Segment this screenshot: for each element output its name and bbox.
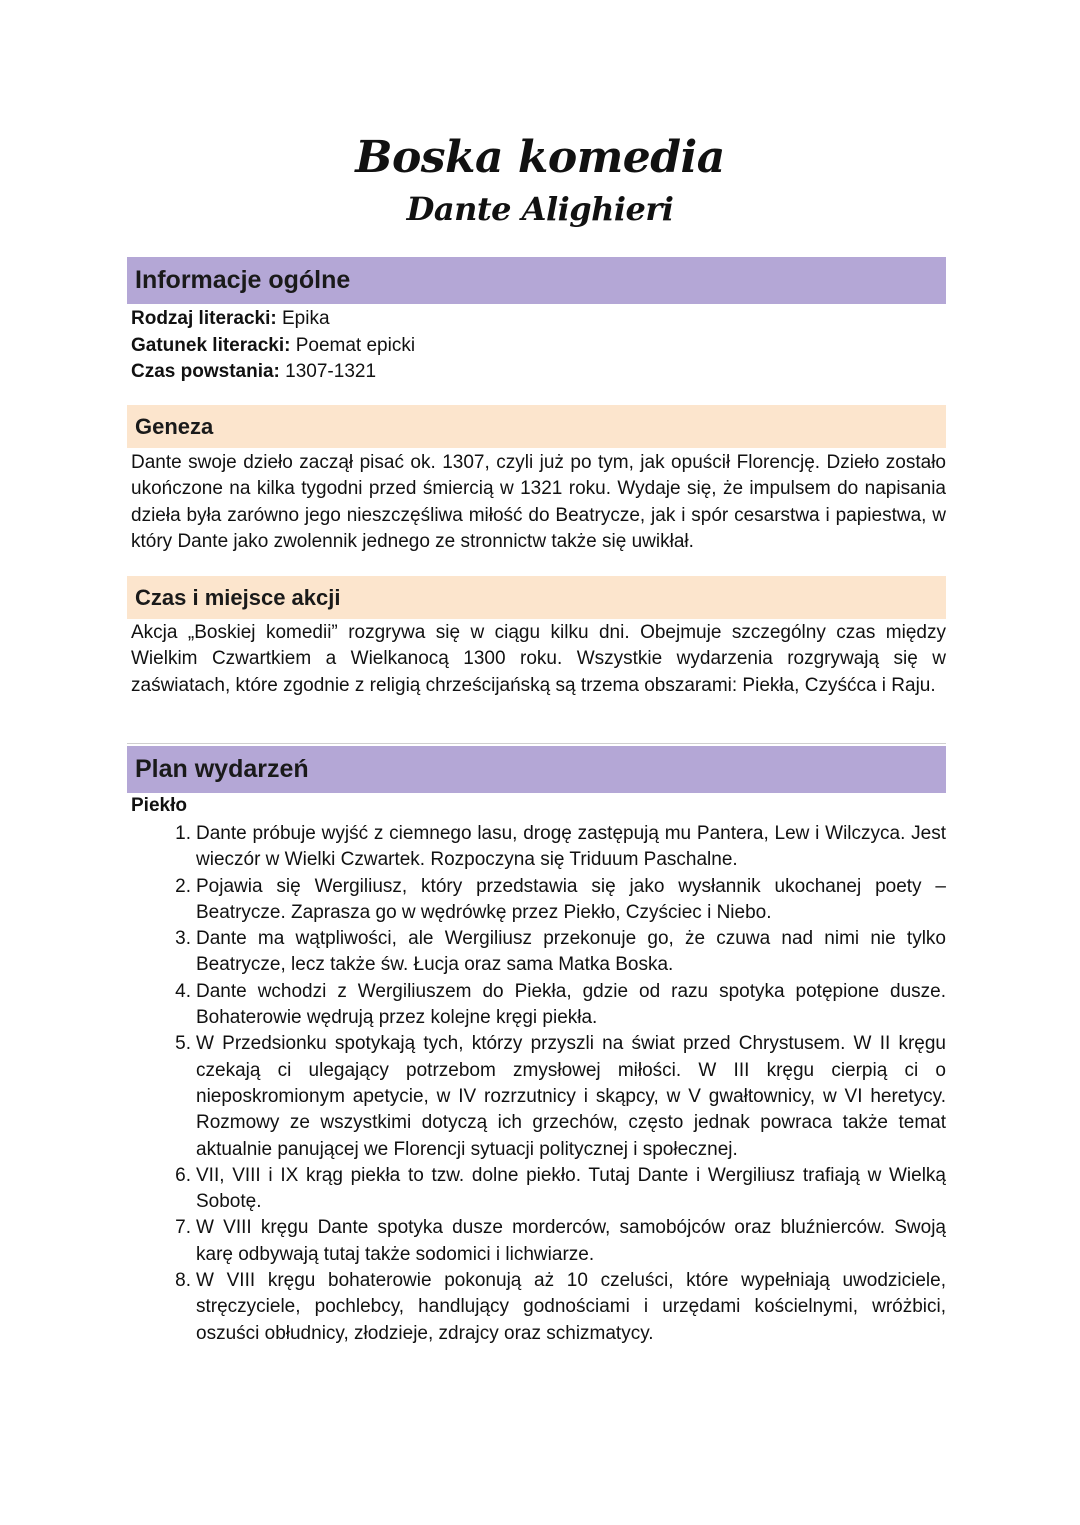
- list-item-number: 8.: [175, 1270, 191, 1292]
- list-item: [131, 926, 946, 979]
- list-item-number: 5.: [175, 1033, 191, 1055]
- section-heading-plan: Plan wydarzeń: [127, 746, 946, 793]
- list-item: [131, 979, 946, 1032]
- plan-list: [131, 821, 946, 1347]
- list-item: [131, 821, 946, 874]
- list-item: [131, 1031, 946, 1162]
- list-item: [131, 1215, 946, 1268]
- list-item-number: 4.: [175, 980, 191, 1002]
- akcja-paragraph: Akcja „Boskiej komedii” rozgrywa się w ciągu kilku dni. Obejmuje szczególny czas między Wielkim Czwartkiem a Wielkanocą 1300 roku. Wszystkie wydarzenia rozgrywają się w zaświatach, które zgodnie z religią chrześcijańską są trzema obszarami: Piekła, Czyśćca i Raju.: [131, 622, 946, 696]
- list-item-text: Pojawia się Wergiliusz, który przedstawia się jako wysłannik ukochanej poety – Beatrycze. Zaprasza go w wędrówkę przez Piekło, Czyściec i Niebo.: [196, 875, 946, 923]
- list-item: [131, 1268, 946, 1347]
- list-item-number: 2.: [175, 875, 191, 897]
- list-item-text: W VIII kręgu Dante spotyka dusze morderców, samobójców oraz bluźnierców. Swoją karę odbywają tutaj także sodomici i lichwiarze.: [196, 1217, 946, 1265]
- list-item-number: 1.: [175, 823, 191, 844]
- document-author: Dante Alighieri: [406, 190, 674, 228]
- list-item-text: Dante ma wątpliwości, ale Wergiliusz przekonuje go, że czuwa nad nimi nie tylko Beatrycze, lecz także św. Łucja oraz sama Matka Boska.: [196, 928, 946, 976]
- info-block: [131, 306, 415, 386]
- list-item: [131, 1163, 946, 1216]
- section-heading-info: Informacje ogólne: [127, 257, 946, 304]
- list-item: [131, 874, 946, 927]
- document-title: Boska komedia: [355, 132, 725, 183]
- info-label: Czas powstania:: [131, 361, 280, 382]
- info-row-date: [131, 359, 415, 386]
- list-item-number: 7.: [175, 1217, 191, 1239]
- geneza-paragraph: Dante swoje dzieło zaczął pisać ok. 1307, czyli już po tym, jak opuścił Florencję. Dzieło zostało ukończone na kilka tygodni przed śmiercią w 1321 roku. Wydaje się, że impulsem do napisania dzieła była zarówno jego nieszczęśliwa miłość do Beatrycze, jak i spór cesarstwa i papiestwa, w który Dante jako zwolennik jednego ze stronnictw także się uwikłał.: [131, 452, 946, 552]
- list-item-number: 6.: [175, 1164, 191, 1186]
- info-row-genre-kind: [131, 306, 415, 333]
- info-row-genre: [131, 333, 415, 360]
- list-item-text: VII, VIII i IX krąg piekła to tzw. dolne piekło. Tutaj Dante i Wergiliusz trafiają w Wielką Sobotę.: [196, 1164, 946, 1213]
- info-label: Gatunek literacki:: [131, 334, 291, 356]
- section-divider: [127, 743, 946, 744]
- list-item-text: W Przedsionku spotykają tych, którzy przyszli na świat przed Chrystusem. W II kręgu czekają ci ulegający potrzebom zmysłowej miłości. W III kręgu cierpią ci o nieposkromionym apetycie, w IV rozrzutnicy i skąpcy, w V gwałtownicy, w VI heretycy. Rozmowy ze wszystkimi dotyczą ich grzechów, często jednak powraca także temat aktualnie panującej we Florencji sytuacji politycznej i społecznej.: [196, 1033, 946, 1160]
- info-value: Epika: [276, 308, 330, 329]
- info-value: 1307-1321: [279, 361, 377, 382]
- section-heading-geneza: Geneza: [127, 405, 946, 448]
- section-heading-akcja: Czas i miejsce akcji: [127, 576, 946, 619]
- list-item-text: W VIII kręgu bohaterowie pokonują aż 10 czeluści, które wypełniają uwodziciele, stręczyciele, pochlebcy, handlujący godnościami i urzędami kościelnymi, wróżbici, oszuści obłudnicy, złodzieje, zdrajcy oraz schizmatycy.: [196, 1270, 946, 1344]
- plan-subheading: Piekło: [131, 795, 187, 816]
- list-item-text: Dante próbuje wyjść z ciemnego lasu, drogę zastępują mu Pantera, Lew i Wilczyca. Jest wieczór w Wielki Czwartek. Rozpoczyna się Triduum Paschalne.: [196, 823, 946, 871]
- list-item-number: 3.: [175, 928, 191, 950]
- info-value: Poemat epicki: [290, 334, 416, 356]
- info-label: Rodzaj literacki:: [131, 308, 277, 329]
- list-item-text: Dante wchodzi z Wergiliuszem do Piekła, gdzie od razu spotyka potępione dusze. Bohaterowie wędrują przez kolejne kręgi piekła.: [196, 980, 946, 1029]
